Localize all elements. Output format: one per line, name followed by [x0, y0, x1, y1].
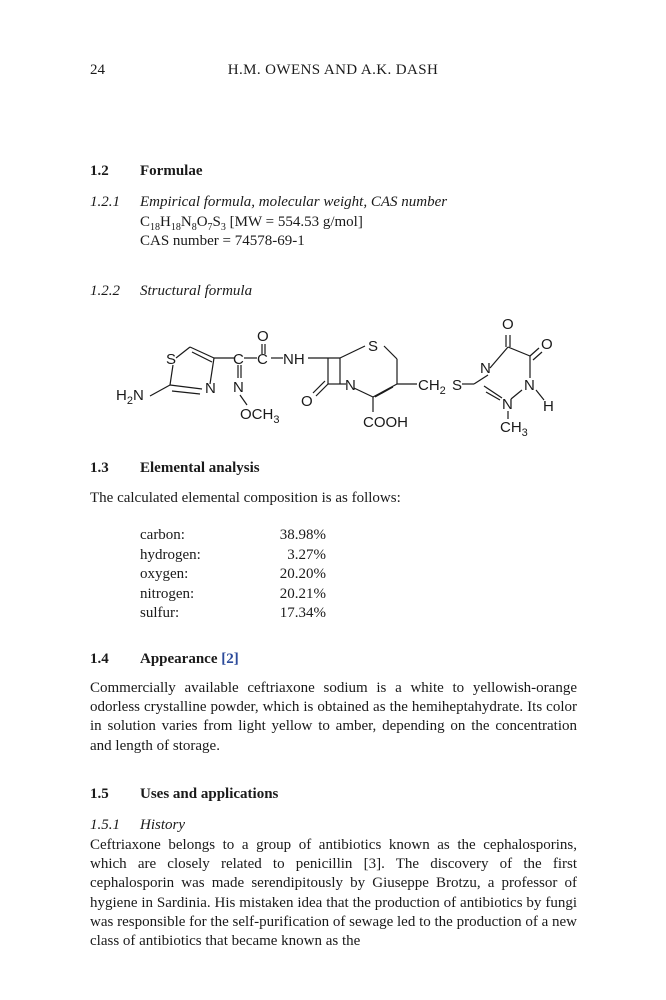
section-number: 1.5 — [90, 786, 109, 802]
subsection-title: History — [140, 817, 185, 833]
section-number: 1.3 — [90, 460, 109, 476]
atom-n-triazine-3: N — [502, 396, 513, 413]
atom-nh: NH — [283, 351, 305, 368]
subsection-title: Structural formula — [140, 283, 253, 299]
element-percent: 20.20% — [279, 566, 326, 582]
section-title: Formulae — [140, 163, 203, 179]
atom-o-carbonyl: O — [257, 328, 269, 345]
atom-s-link: S — [452, 377, 463, 394]
table-row — [140, 604, 326, 624]
atom-cooh: COOH — [363, 414, 408, 431]
element-percent: 20.21% — [279, 585, 326, 602]
atom-c-alpha: C — [233, 351, 244, 368]
element-name: carbon: — [140, 527, 185, 543]
atom-n-oxime: N — [233, 379, 244, 396]
reference-link[interactable]: [2] — [221, 651, 239, 667]
atom-n-methyl: $CH_3$ — [500, 419, 528, 439]
history-paragraph: Ceftriaxone belongs to a group of antibiotics known as the cephalosporins, which are closely related to penicillin [3]. The discovery of the first cephalosporin was made serendipitously by Giuseppe Brotzu, a professor of hygiene in Sardinia. His mistaken idea that the production of antibiotics by fungi was responsible for the self-purification of sewage led to the production of a new class of antibiotics that became known as the — [90, 837, 577, 950]
structural-formula-diagram — [0, 0, 666, 450]
molecular-weight: [MW = 554.53 g/mol] — [229, 214, 363, 230]
section-number: 1.2 — [90, 163, 109, 179]
element-name: hydrogen: — [140, 546, 201, 563]
section-title: Appearance — [140, 651, 218, 667]
table-row — [140, 526, 326, 546]
element-name: nitrogen: — [140, 585, 195, 602]
atom-n-triazine-1: N — [480, 360, 491, 377]
empirical-formula: $C_{18}H_{18}N_8O_7S_3$ — [140, 214, 226, 233]
subsection-number: 1.5.1 — [90, 817, 120, 833]
atom-n-thiazole: N — [205, 380, 216, 397]
appearance-paragraph: Commercially available ceftriaxone sodium is a white to yellowish-orange odorless crystalline powder, which is obtained as the hemiheptahydrate. Its color in solution varies from light yellow to amber, depending on the concentration and length of storage. — [90, 680, 577, 754]
page-number: 24 — [90, 62, 105, 78]
table-row — [140, 585, 326, 605]
atom-o-triazine-right: O — [541, 336, 553, 353]
element-name: oxygen: — [140, 566, 189, 582]
subsection-number: 1.2.1 — [90, 194, 120, 210]
atom-o-lactam: O — [301, 393, 313, 410]
atom-o-triazine-top: O — [502, 316, 514, 333]
section-title: Uses and applications — [140, 786, 279, 802]
section-number: 1.4 — [90, 651, 109, 667]
atom-n-triazine-2: N — [524, 377, 535, 394]
element-percent: 17.34% — [279, 605, 326, 621]
running-title: H.M. OWENS AND A.K. DASH — [227, 62, 439, 78]
subsection-number: 1.2.2 — [90, 283, 120, 299]
elemental-table — [140, 526, 326, 624]
element-name: sulfur: — [140, 605, 180, 621]
atom-s-ring: S — [368, 338, 379, 355]
atom-h-triazine: H — [543, 398, 554, 415]
atom-c-carbonyl: C — [257, 351, 268, 368]
element-percent: 38.98% — [279, 527, 326, 543]
atom-amine: $H_2N$ — [116, 387, 144, 407]
cas-number: CAS number = 74578-69-1 — [140, 233, 305, 249]
atom-n-lactam: N — [345, 377, 356, 394]
section-title: Elemental analysis — [140, 460, 260, 476]
atom-s-thiazole: S — [166, 351, 177, 368]
atom-ch2: $CH_2$ — [418, 377, 446, 397]
subsection-title: Empirical formula, molecular weight, CAS number — [140, 194, 448, 210]
element-percent: 3.27% — [287, 546, 326, 563]
table-row — [140, 546, 326, 566]
atom-methoxy: $OCH_3$ — [240, 406, 280, 426]
table-row — [140, 565, 326, 585]
elemental-intro: The calculated elemental composition is as follows: — [90, 490, 401, 506]
